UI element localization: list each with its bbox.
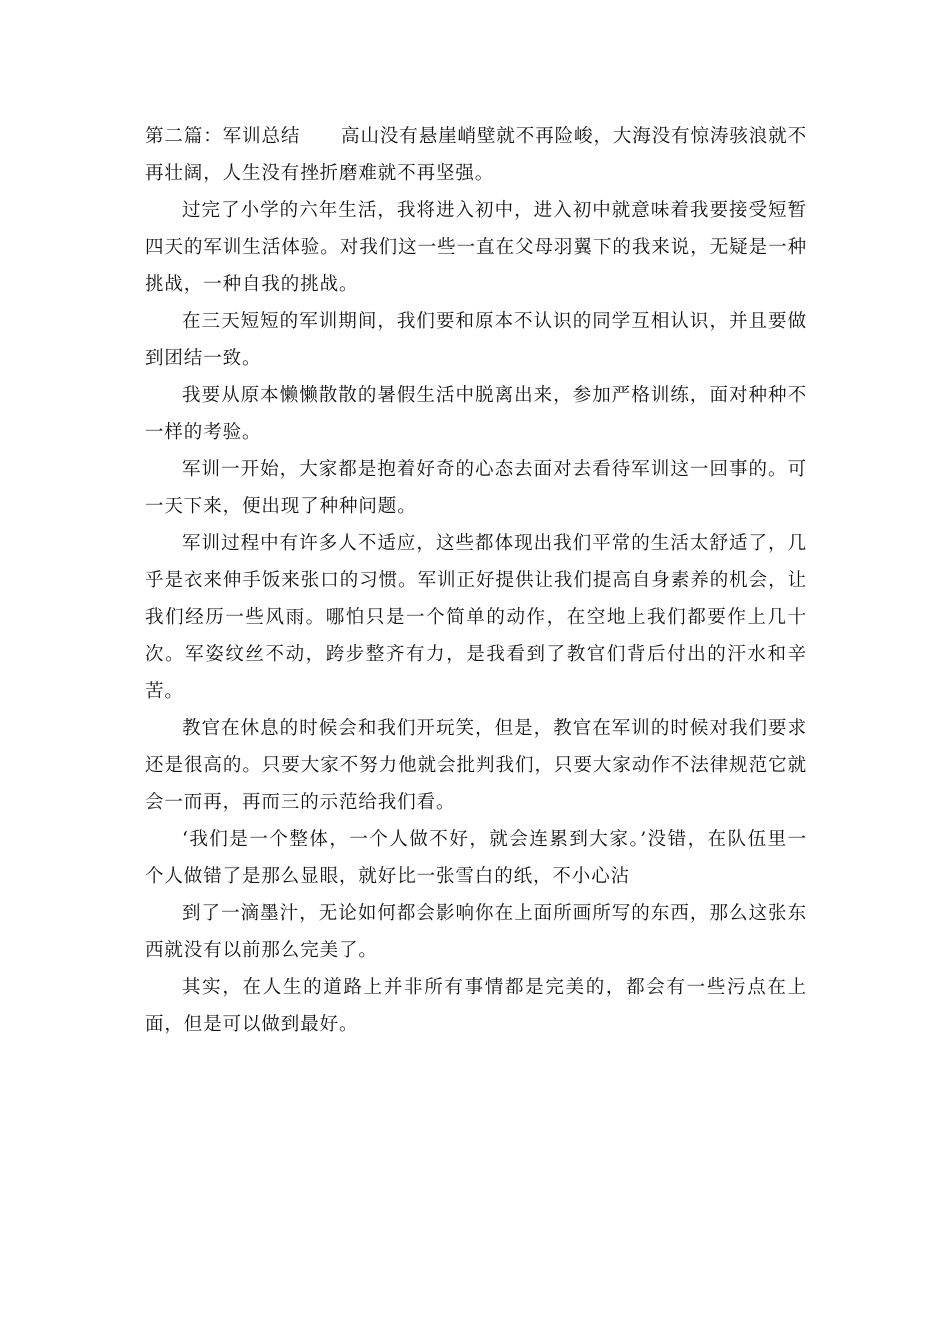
paragraph: 过完了小学的六年生活，我将进入初中，进入初中就意味着我要接受短暂四天的军训生活体验。对我们这一些一直在父母羽翼下的我来说，无疑是一种挑战，一种自我的挑战。 xyxy=(145,200,807,295)
paragraph: 军训一开始，大家都是抱着好奇的心态去面对去看待军训这一回事的。可一天下来，便出现了种种问题。 xyxy=(145,459,807,517)
paragraph: 其实，在人生的道路上并非所有事情都是完美的，都会有一些污点在上面，但是可以做到最好。 xyxy=(145,977,807,1035)
paragraph-text: 高山没有悬崖峭壁就不再险峻，大海没有惊涛骇浪就不再壮阔，人生没有挫折磨难就不再坚强。 xyxy=(145,126,808,184)
opening-paragraph xyxy=(145,118,807,192)
paragraph: 在三天短短的军训期间，我们要和原本不认识的同学互相认识，并且要做到团结一致。 xyxy=(145,311,807,369)
paragraph: ‘我们是一个整体，一个人做不好，就会连累到大家。’没错，在队伍里一个人做错了是那么显眼，就好比一张雪白的纸，不小心沾 xyxy=(145,829,807,887)
paragraph: 军训过程中有许多人不适应，这些都体现出我们平常的生活太舒适了，几乎是衣来伸手饭来张口的习惯。军训正好提供让我们提高自身素养的机会，让我们经历一些风雨。哪怕只是一个简单的动作，在空地上我们都要作上几十次。军姿纹丝不动，跨步整齐有力，是我看到了教官们背后付出的汗水和辛苦。 xyxy=(145,533,807,702)
paragraph: 我要从原本懒懒散散的暑假生活中脱离出来，参加严格训练，面对种种不一样的考验。 xyxy=(145,385,807,443)
paragraph: 教官在休息的时候会和我们开玩笑，但是，教官在军训的时候对我们要求还是很高的。只要大家不努力他就会批判我们，只要大家动作不法律规范它就会一而再，再而三的示范给我们看。 xyxy=(145,718,807,813)
article-heading: 第二篇：军训总结 xyxy=(145,126,301,147)
document-body xyxy=(145,118,807,1043)
paragraph: 到了一滴墨汁，无论如何都会影响你在上面所画所写的东西，那么这张东西就没有以前那么完美了。 xyxy=(145,903,807,961)
